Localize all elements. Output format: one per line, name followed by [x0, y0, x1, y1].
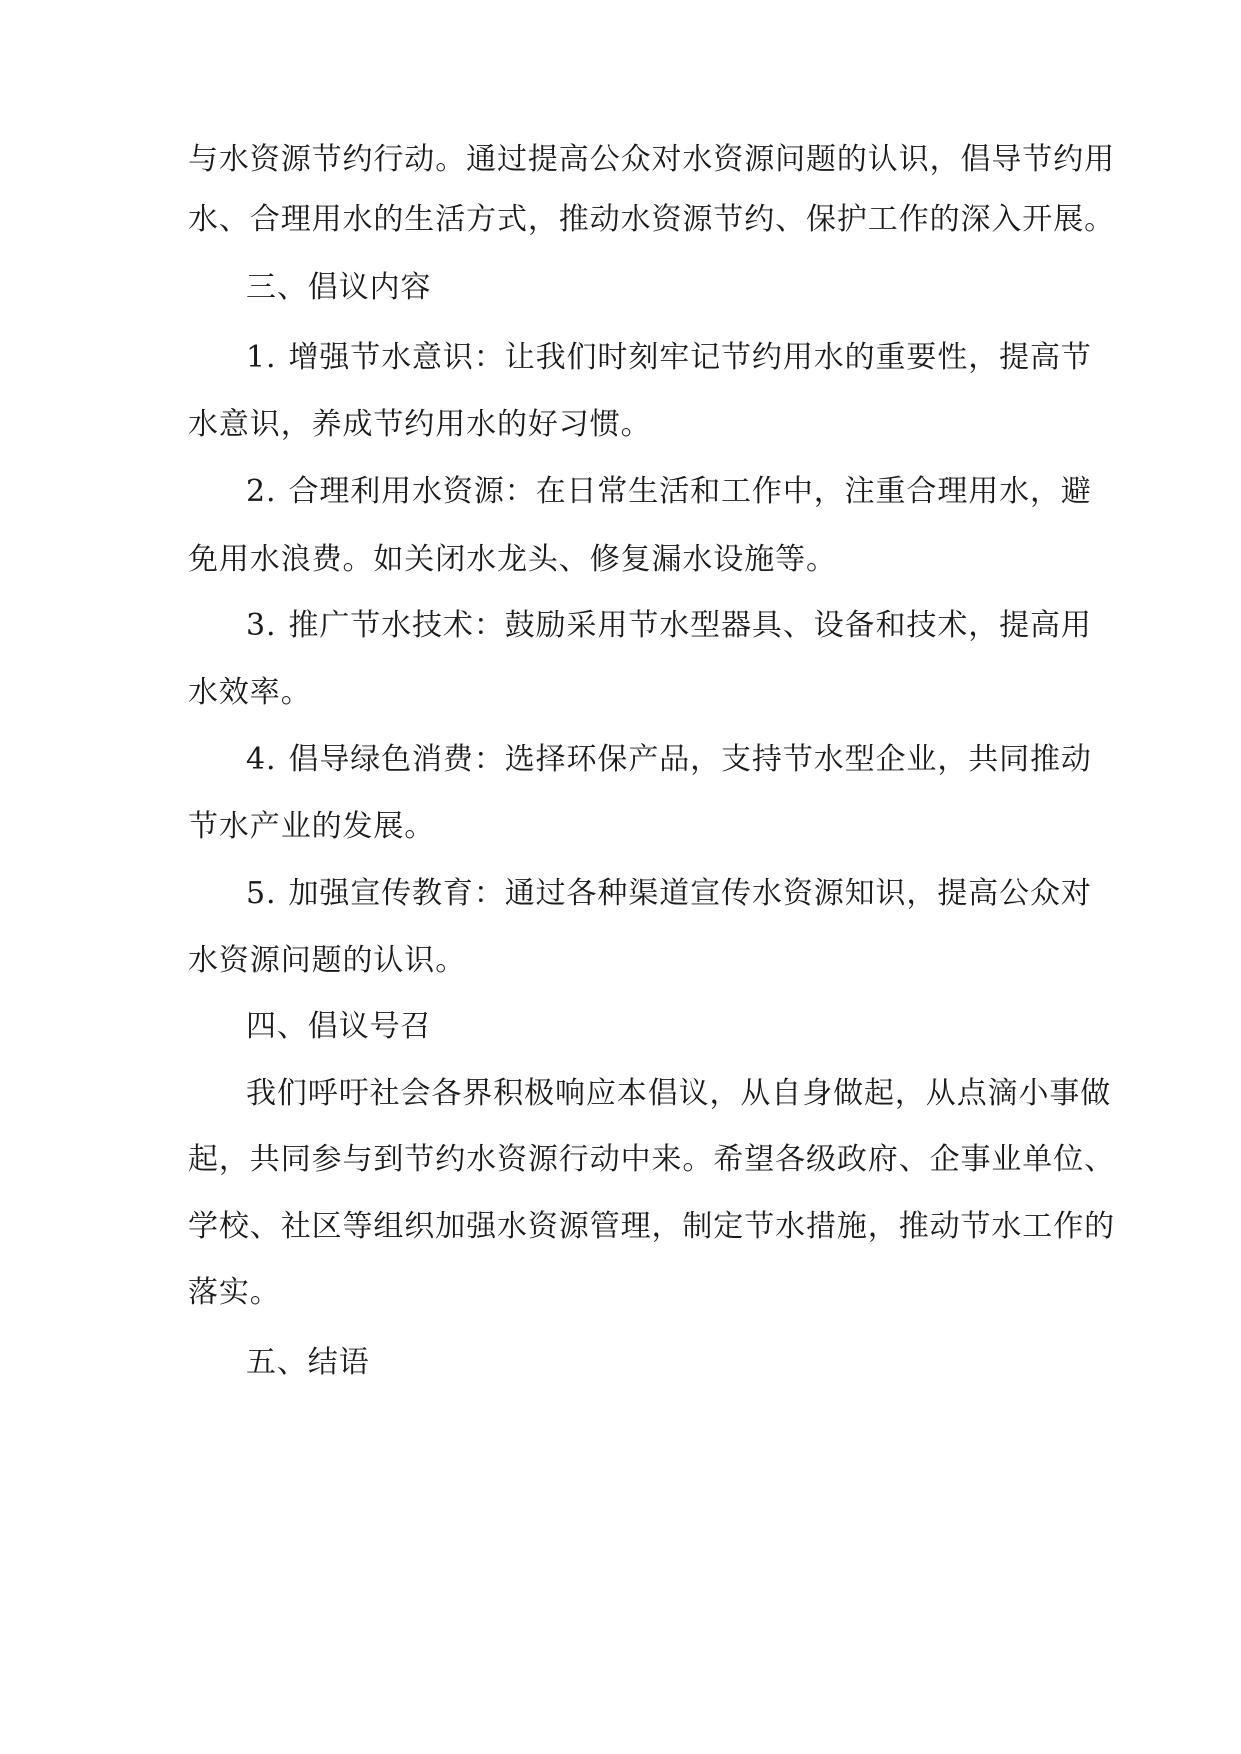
- list-item-5-number: 5.: [246, 876, 277, 911]
- call-paragraph-line-2: 起，共同参与到节约水资源行动中来。希望各级政府、企事业单位、: [188, 1142, 1115, 1177]
- list-item-5-text: 加强宣传教育：通过各种渠道宣传水资源知识，提高公众对: [288, 876, 1092, 911]
- list-item-1-text: 增强节水意识：让我们时刻牢记节约用水的重要性，提高节: [288, 340, 1092, 375]
- list-item-4-text: 倡导绿色消费：选择环保产品，支持节水型企业，共同推动: [288, 742, 1092, 777]
- list-item-2-text: 合理利用水资源：在日常生活和工作中，注重合理用水，避: [288, 474, 1092, 509]
- list-item-3-line-1: [246, 606, 1092, 646]
- call-paragraph-line-4: 落实。: [188, 1275, 281, 1310]
- section-three-heading: 三、倡议内容: [246, 270, 432, 305]
- section-four-heading: 四、倡议号召: [246, 1009, 432, 1044]
- call-paragraph-line-1: 我们呼吁社会各界积极响应本倡议，从自身做起，从点滴小事做: [246, 1076, 1112, 1111]
- intro-paragraph-line-1: 与水资源节约行动。通过提高公众对水资源问题的认识，倡导节约用: [188, 142, 1115, 177]
- list-item-1-line-2: 水意识，养成节约用水的好习惯。: [188, 407, 652, 442]
- list-item-3-number: 3.: [246, 608, 277, 643]
- intro-paragraph-line-2: 水、合理用水的生活方式，推动水资源节约、保护工作的深入开展。: [188, 202, 1115, 237]
- list-item-2-number: 2.: [246, 474, 277, 509]
- list-item-4-number: 4.: [246, 742, 277, 777]
- list-item-3-text: 推广节水技术：鼓励采用节水型器具、设备和技术，提高用: [288, 608, 1092, 643]
- list-item-4-line-2: 节水产业的发展。: [188, 809, 436, 844]
- list-item-5-line-1: [246, 874, 1092, 914]
- list-item-3-line-2: 水效率。: [188, 675, 312, 710]
- list-item-2-line-2: 免用水浪费。如关闭水龙头、修复漏水设施等。: [188, 542, 837, 577]
- list-item-5-line-2: 水资源问题的认识。: [188, 943, 467, 978]
- list-item-4-line-1: [246, 740, 1092, 780]
- list-item-2-line-1: [246, 472, 1092, 512]
- list-item-1-number: 1.: [246, 340, 277, 375]
- list-item-1-line-1: [246, 338, 1092, 378]
- call-paragraph-line-3: 学校、社区等组织加强水资源管理，制定节水措施，推动节水工作的: [188, 1209, 1115, 1244]
- section-five-heading: 五、结语: [246, 1345, 370, 1380]
